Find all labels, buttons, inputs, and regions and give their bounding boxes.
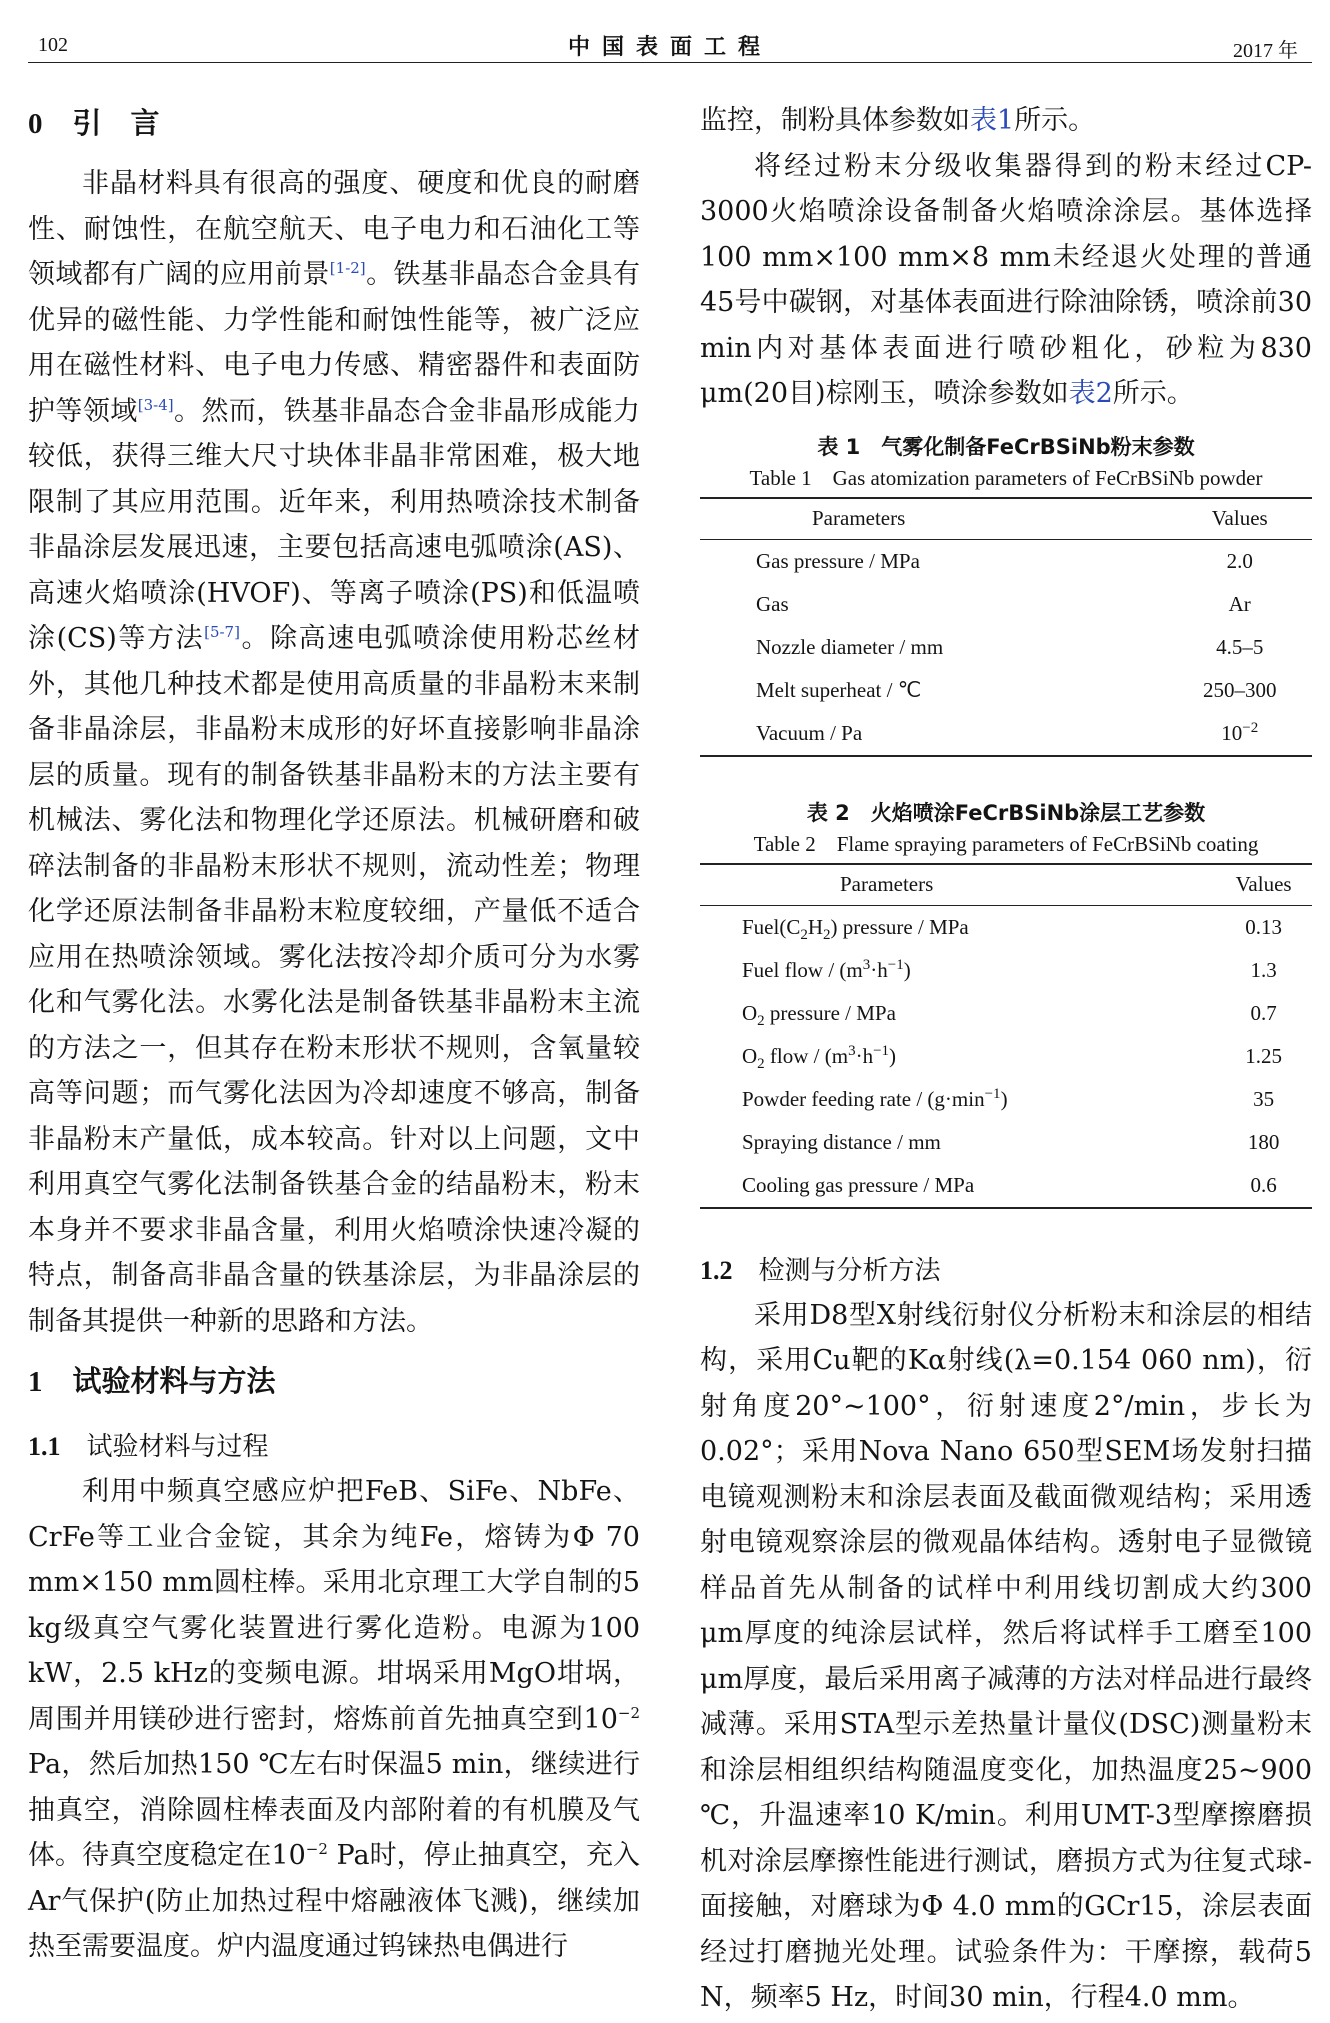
publication-year: 2017 年	[1233, 40, 1298, 62]
table-row: Nozzle diameter / mm 4.5–5	[756, 634, 1264, 659]
table-2-caption-en: Table 2 Flame spraying parameters of FeCrBSiNb coating	[753, 831, 1259, 856]
section-heading-materials-methods	[28, 1358, 640, 1405]
citation-link[interactable]: [5-7]	[204, 623, 240, 641]
table-row: Gas Ar	[756, 591, 1251, 616]
subsection-heading-1-1	[28, 1425, 640, 1469]
column-header-parameters: Parameters	[700, 498, 1167, 540]
column-header-parameters: Parameters	[700, 864, 1215, 906]
subsection-title: 试验材料与过程	[86, 1432, 269, 1462]
table-1-caption-cn: 表 1 气雾化制备FeCrBSiNb粉末参数	[817, 434, 1195, 459]
table-row: Powder feeding rate / $(g\cdot\min^{-1})$ 35	[742, 1085, 1275, 1111]
table-row: Spraying distance / mm 180	[742, 1129, 1280, 1154]
table-1-caption-en: Table 1 Gas atomization parameters of FeCrBSiNb powder	[749, 465, 1263, 490]
materials-paragraph: 利用中频真空感应炉把FeB、SiFe、NbFe、CrFe等工业合金锭，其余为纯Fe，熔铸为Φ 70 mm×150 mm圆柱棒。采用北京理工大学自制的5 kg级真空气雾化装置进行雾化造粉。电源为100 kW，2.5 kHz的变频电源。坩埚采用MgO坩埚，周围并用镁砂进行密封，熔炼前首先抽真空到$10^{-2}$ Pa，然后加热150 ℃左右时保温5 min，继续进行抽真空，消除圆柱棒表面及内部附着的有机膜及气体。待真空度稳定在$10^{-2}$ Pa时，停止抽真空，充入Ar气保护(防止加热过程中熔融液体飞溅)，继续加热至需要温度。炉内温度通过钨铼热电偶进行	[28, 1476, 640, 1962]
page-number: 102	[38, 34, 68, 56]
table-header-row	[700, 498, 1312, 540]
table-row: Fuel flow / $(m^3\cdot h^{-1})$ 1.3	[742, 956, 1277, 982]
table-row: Melt superheat / ℃ 250–300	[756, 677, 1277, 702]
table-1-grid	[700, 497, 1312, 757]
table-2-grid	[700, 863, 1312, 1209]
table-1	[700, 431, 1312, 757]
continuation-paragraph: 监控，制粉具体参数如表1所示。	[700, 105, 1096, 136]
citation-link[interactable]: [3-4]	[137, 395, 174, 414]
analysis-paragraph: 采用D8型X射线衍射仪分析粉末和涂层的相结构，采用Cu靶的Kα射线(λ=0.154 060 nm)，衍射角度20°~100°，衍射速度2°/min，步长为0.02°；采用Nova Nano 650型SEM场发射扫描电镜观测粉末和涂层表面及截面微观结构；采用透射电镜观察涂层的微观晶体结构。透射电子显微镜样品首先从制备的试样中利用线切割成大约300 μm厚度的纯涂层试样，然后将试样手工磨至100 μm厚度，最后采用离子减薄的方法对样品进行最终减薄。采用STA型示差热量计量仪(DSC)测量粉末和涂层相组织结构随温度变化，加热温度25~900 ℃，升温速率10 K/min。利用UMT-3型摩擦磨损机对涂层摩擦性能进行测试，磨损方式为往复式球-面接触，对磨球为Φ 4.0 mm的GCr15，涂层表面经过打磨抛光处理。试验条件为：干摩擦，载荷5 N，频率5 Hz，时间30 min，行程4.0 mm。	[700, 1299, 1312, 2013]
table-row: Cooling gas pressure / MPa 0.6	[700, 1164, 1312, 1208]
table-2-link[interactable]: 表2	[1068, 378, 1113, 409]
section-heading-introduction	[28, 100, 640, 147]
table-1-link[interactable]: 表1	[970, 105, 1015, 136]
citation-link[interactable]: [1-2]	[329, 259, 366, 277]
table-row: $O_2$ flow / $(m^3\cdot h^{-1})$ 1.25	[742, 1042, 1282, 1072]
subsection-title: 检测与分析方法	[758, 1255, 941, 1286]
table-header-row	[700, 864, 1312, 906]
subsection-number: 1.2	[700, 1255, 733, 1285]
section-title: 引 言	[72, 106, 160, 140]
spraying-paragraph: 将经过粉末分级收集器得到的粉末经过CP-3000火焰喷涂设备制备火焰喷涂涂层。基体选择100 mm×100 mm×8 mm未经退火处理的普通45号中碳钢，对基体表面进行除油除锈，喷涂前30 min内对基体表面进行喷砂粗化，砂粒为830 μm(20目)棕刚玉，喷涂参数如表2所示。	[700, 150, 1312, 409]
table-row: Vacuum / Pa $10^{-2}$	[700, 712, 1312, 756]
section-number: 1	[28, 1366, 43, 1398]
right-column	[700, 100, 1312, 2021]
table-row: $Fuel(C_2H_2)$ pressure / MPa 0.13	[742, 914, 1282, 943]
left-column	[28, 100, 640, 1970]
table-2-caption-cn: 表 2 火焰喷涂FeCrBSiNb涂层工艺参数	[806, 800, 1206, 825]
column-header-values: Values	[1215, 864, 1312, 906]
table-row: Gas pressure / MPa 2.0	[756, 548, 1253, 573]
table-row: $O_2$ pressure / MPa 0.7	[742, 1000, 1277, 1029]
introduction-paragraph: 非晶材料具有很高的强度、硬度和优良的耐磨性、耐蚀性，在航空航天、电子电力和石油化工等领域都有广阔的应用前景[1-2]。铁基非晶态合金具有优异的磁性能、力学性能和耐蚀性能等，被广泛应用在磁性材料、电子电力传感、精密器件和表面防护等领域[3-4]。然而，铁基非晶态合金非晶形成能力较低，获得三维大尺寸块体非晶非常困难，极大地限制了其应用范围。近年来，利用热喷涂技术制备非晶涂层发展迅速，主要包括高速电弧喷涂(AS)、高速火焰喷涂(HVOF)、等离子喷涂(PS)和低温喷涂(CS)等方法[5-7]。除高速电弧喷涂使用粉芯丝材外，其他几种技术都是使用高质量的非晶粉末来制备非晶涂层，非晶粉末成形的好坏直接影响非晶涂层的质量。现有的制备铁基非晶粉末的方法主要有机械法、雾化法和物理化学还原法。机械研磨和破碎法制备的非晶粉末形状不规则，流动性差；物理化学还原法制备非晶粉末粒度较细，产量低不适合应用在热喷涂领域。雾化法按冷却介质可分为水雾化和气雾化法。水雾化法是制备铁基非晶粉末主流的方法之一，但其存在粉末形状不规则，含氧量较高等问题；而气雾化法因为冷却速度不够高，制备非晶粉末产量低，成本较高。针对以上问题，文中利用真空气雾化法制备铁基合金的结晶粉末，粉末本身并不要求非晶含量，利用火焰喷涂快速冷凝的特点，制备高非晶含量的铁基涂层，为非晶涂层的制备其提供一种新的思路和方法。	[28, 168, 641, 1337]
header-rule	[28, 62, 1312, 63]
running-header	[28, 28, 1312, 62]
subsection-number: 1.1	[28, 1432, 61, 1461]
section-number: 0	[28, 108, 43, 140]
section-title: 试验材料与方法	[72, 1364, 276, 1398]
table-2	[700, 797, 1312, 1209]
subsection-heading-1-2	[700, 1249, 1312, 1293]
journal-title: 中国表面工程	[567, 35, 772, 60]
column-header-values: Values	[1167, 498, 1312, 540]
